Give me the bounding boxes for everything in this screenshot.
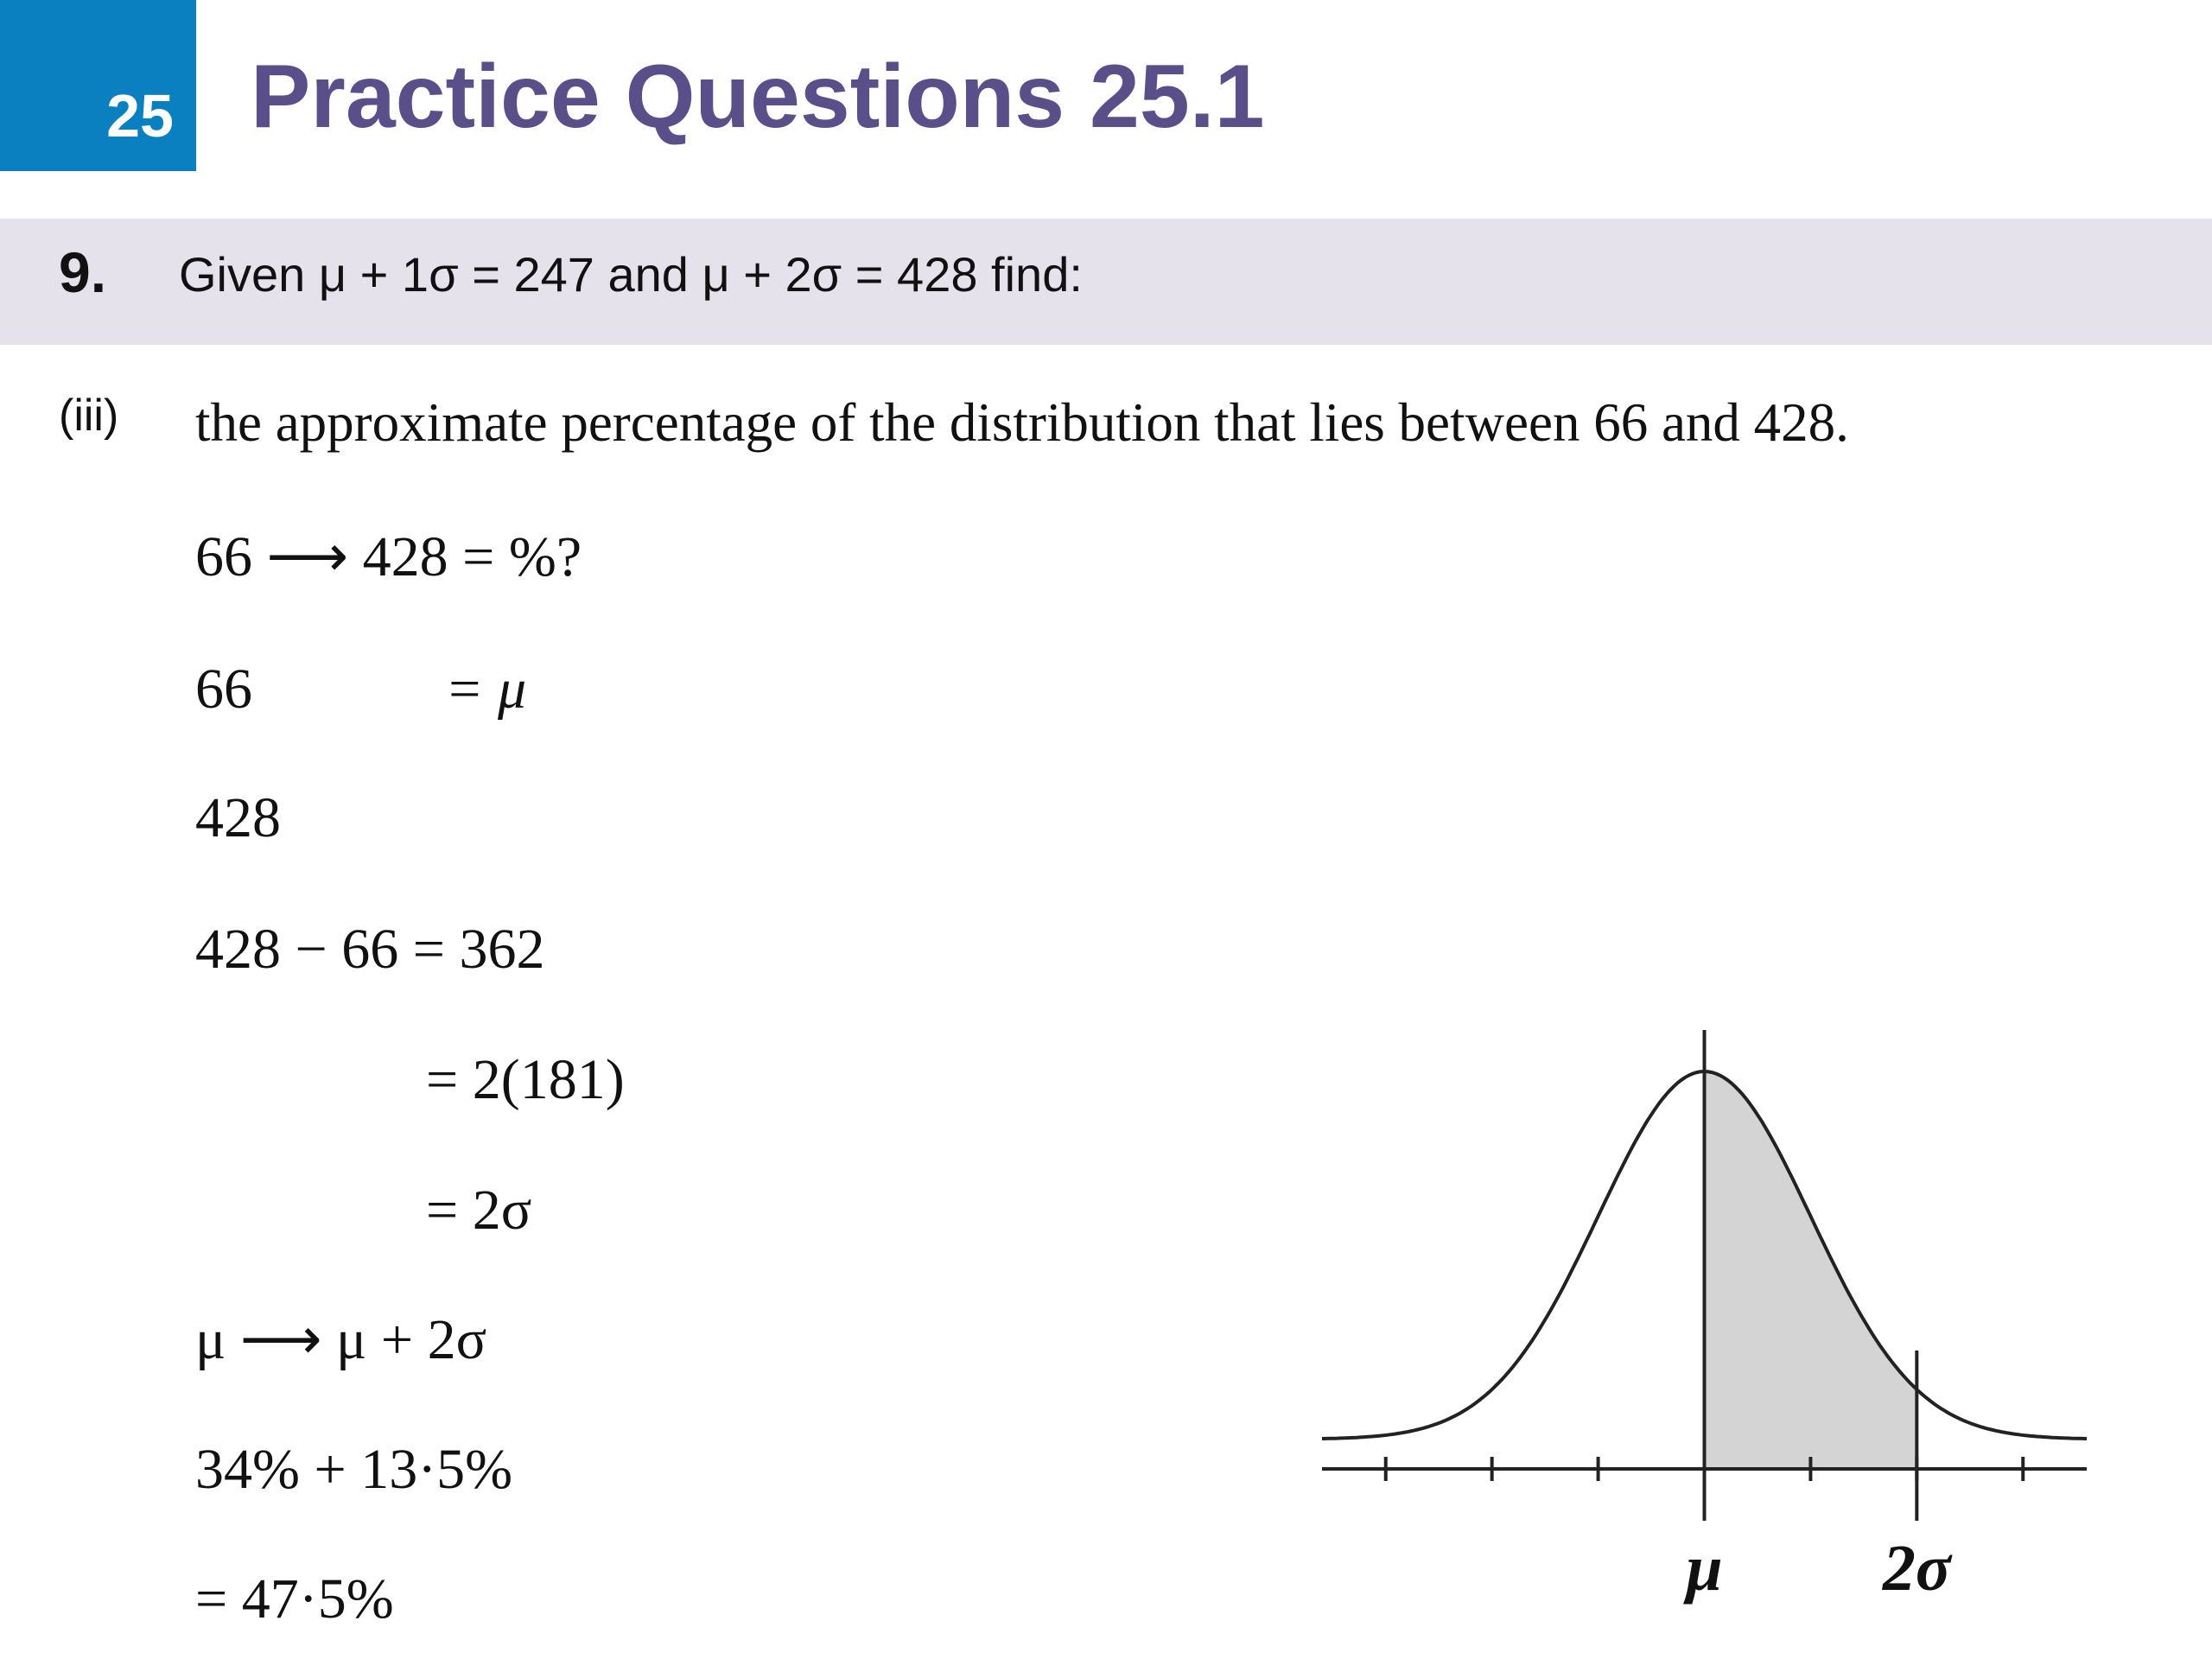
shaded-area-mu-to-2sigma [1705, 1071, 1917, 1469]
question-number: 9. [59, 240, 107, 304]
working-line-8: 34% + 13·5% [195, 1438, 513, 1501]
working-line-6: = 2σ [426, 1179, 532, 1242]
part-text: the approximate percentage of the distribution that lies between 66 and 428. [195, 392, 1849, 453]
working-line-2a: 66 [195, 658, 252, 721]
chapter-badge [0, 0, 196, 171]
part-label: (iii) [59, 391, 119, 441]
working-line-5: = 2(181) [426, 1048, 625, 1111]
working-line-3: 428 [195, 786, 281, 849]
x-tick-label: 2σ [1882, 1532, 1951, 1605]
working-line-9: = 47·5% [195, 1567, 394, 1630]
working-line-7: μ ⟶ μ + 2σ [195, 1308, 487, 1371]
normal-distribution-chart [1296, 1011, 2108, 1650]
question-text: Given μ + 1σ = 247 and μ + 2σ = 428 find: [179, 247, 1083, 302]
working-line-1: 66 ⟶ 428 = %? [195, 525, 582, 588]
x-tick-label: μ [1686, 1532, 1723, 1605]
chapter-number: 25 [106, 82, 174, 149]
page-title: Practice Questions 25.1 [251, 47, 1265, 147]
x-labels [1682, 1532, 1952, 1605]
working-line-4: 428 − 66 = 362 [195, 918, 545, 981]
working-line-2b: = μ [445, 658, 527, 721]
